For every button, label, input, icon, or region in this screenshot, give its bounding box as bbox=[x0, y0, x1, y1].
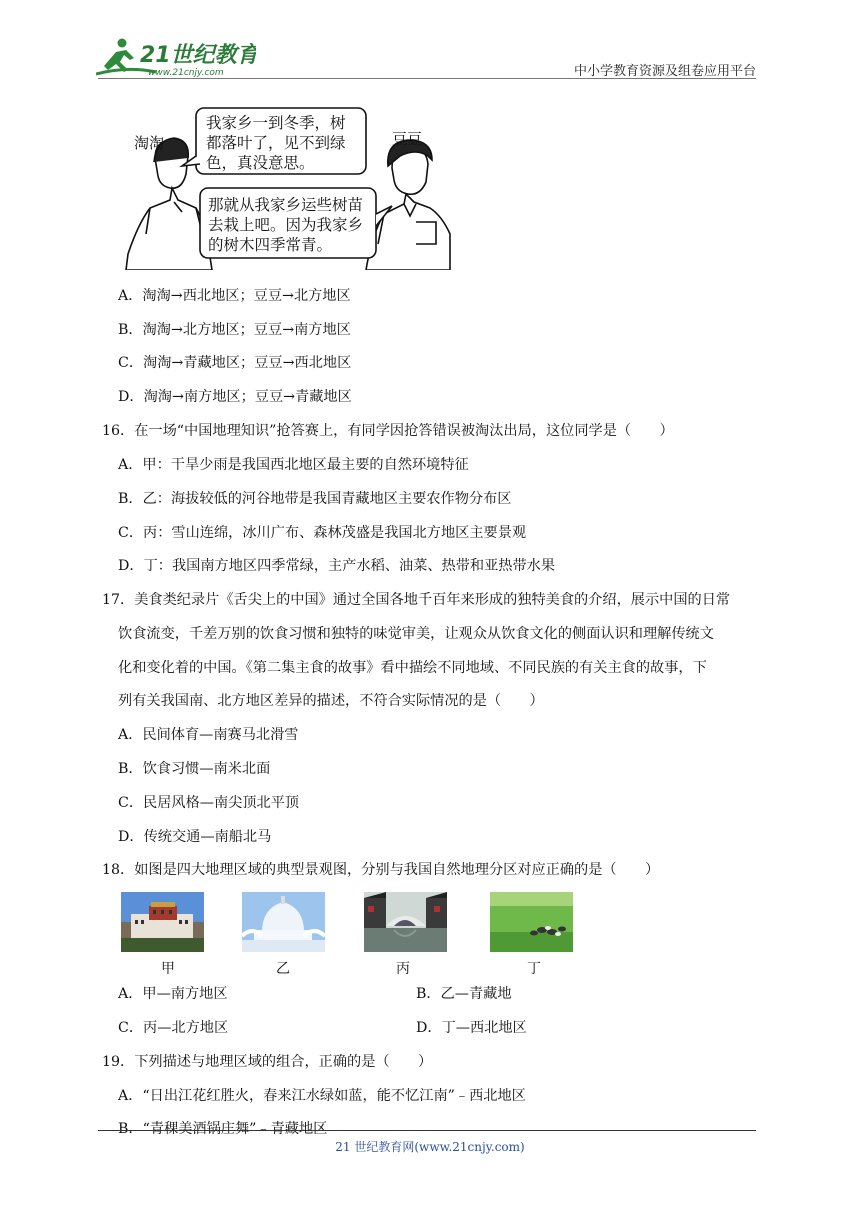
photo-water-town bbox=[364, 892, 447, 952]
logo-url: www.21cnjy.com bbox=[148, 68, 224, 78]
q16-option-b: B．乙：海拔较低的河谷地带是我国青藏地区主要农作物分布区 bbox=[118, 491, 512, 507]
q18-option-d: D．丁—西北地区 bbox=[416, 1020, 527, 1036]
photo-label-yi: 乙 bbox=[276, 961, 290, 977]
bubble-bottom-line-3: 的树木四季常青。 bbox=[208, 236, 333, 254]
bubble-top-line-2: 都落叶了，见不到绿 bbox=[206, 134, 346, 152]
q19-stem: 19．下列描述与地理区域的组合，正确的是（ ） bbox=[102, 1054, 433, 1070]
bubble-bottom-line-1: 那就从我家乡运些树苗 bbox=[208, 196, 364, 214]
bubble-top-line-1: 我家乡一到冬季，树 bbox=[206, 114, 346, 132]
q16-option-a: A．甲：干旱少雨是我国西北地区最主要的自然环境特征 bbox=[118, 457, 469, 473]
q17-stem-line-2: 饮食流变，千差万别的饮食习惯和独特的味觉审美，让观众从饮食文化的侧面认识和理解传统文 bbox=[118, 626, 714, 642]
q15-option-b: B．淘淘→北方地区；豆豆→南方地区 bbox=[118, 322, 351, 338]
q17-option-d: D．传统交通—南船北马 bbox=[118, 829, 272, 845]
photo-potala-palace bbox=[121, 892, 204, 952]
q16-option-c: C．丙：雪山连绵，冰川广布、森林茂盛是我国北方地区主要景观 bbox=[118, 525, 527, 541]
q15-option-d: D．淘淘→南方地区；豆豆→青藏地区 bbox=[118, 389, 352, 405]
speech-bubble-bottom bbox=[200, 188, 392, 258]
q16-option-d: D．丁：我国南方地区四季常绿，主产水稻、油菜、热带和亚热带水果 bbox=[118, 558, 556, 574]
logo-text: 21世纪教育 bbox=[140, 43, 256, 68]
q17-option-a: A．民间体育—南赛马北滑雪 bbox=[118, 727, 299, 743]
q19-option-a: A．“日出江花红胜火，春来江水绿如蓝，能不忆江南”﹣西北地区 bbox=[118, 1088, 526, 1104]
q18-option-b: B．乙—青藏地 bbox=[416, 986, 512, 1002]
photo-label-ding: 丁 bbox=[527, 961, 541, 977]
q15-option-c: C．淘淘→青藏地区；豆豆→西北地区 bbox=[118, 355, 352, 371]
left-boy-name: 淘淘 bbox=[134, 134, 165, 152]
q18-stem: 18．如图是四大地理区域的典型景观图，分别与我国自然地理分区对应正确的是（ ） bbox=[102, 862, 660, 878]
footer-link[interactable]: 21 世纪教育网(www.21cnjy.com) bbox=[335, 1140, 525, 1154]
q18-option-c: C．丙—北方地区 bbox=[118, 1020, 229, 1036]
q17-stem-line-1: 17．美食类纪录片《舌尖上的中国》通过全国各地千百年来形成的独特美食的介绍，展示中国的日常 bbox=[102, 592, 731, 608]
q17-option-c: C．民居风格—南尖顶北平顶 bbox=[118, 795, 300, 811]
comic-illustration bbox=[116, 104, 452, 270]
photo-label-jia: 甲 bbox=[161, 961, 175, 977]
q17-option-b: B．饮食习惯—南米北面 bbox=[118, 761, 271, 777]
q17-stem-line-4: 列有关我国南、北方地区差异的描述，不符合实际情况的是（ ） bbox=[118, 693, 544, 709]
footer-divider bbox=[98, 1130, 756, 1131]
photo-grassland-cattle bbox=[490, 892, 573, 952]
bubble-bottom-line-2: 去栽上吧。因为我家乡 bbox=[208, 216, 364, 234]
photo-snow-temple bbox=[242, 892, 325, 952]
header-tagline: 中小学教育资源及组卷应用平台 bbox=[573, 64, 756, 79]
bubble-top-line-3: 色，真没意思。 bbox=[206, 154, 315, 172]
speech-bubble-top bbox=[182, 108, 366, 174]
q15-option-a: A．淘淘→西北地区；豆豆→北方地区 bbox=[118, 288, 351, 304]
header-divider bbox=[98, 78, 756, 79]
q17-stem-line-3: 化和变化着的中国。《第二集主食的故事》看中描绘不同地域、不同民族的有关主食的故事，下 bbox=[118, 660, 707, 676]
right-boy-figure bbox=[366, 140, 450, 270]
q16-stem: 16．在一场“中国地理知识”抢答赛上，有同学因抢答错误被淘汰出局，这位同学是（ ） bbox=[102, 423, 674, 439]
q19-option-b: B．“青稞美酒锅庄舞”﹣青藏地区 bbox=[118, 1121, 328, 1137]
right-boy-name: 豆豆 bbox=[392, 130, 423, 148]
photo-label-bing: 丙 bbox=[396, 961, 410, 977]
q18-option-a: A．甲—南方地区 bbox=[118, 986, 228, 1002]
site-logo bbox=[96, 36, 256, 80]
